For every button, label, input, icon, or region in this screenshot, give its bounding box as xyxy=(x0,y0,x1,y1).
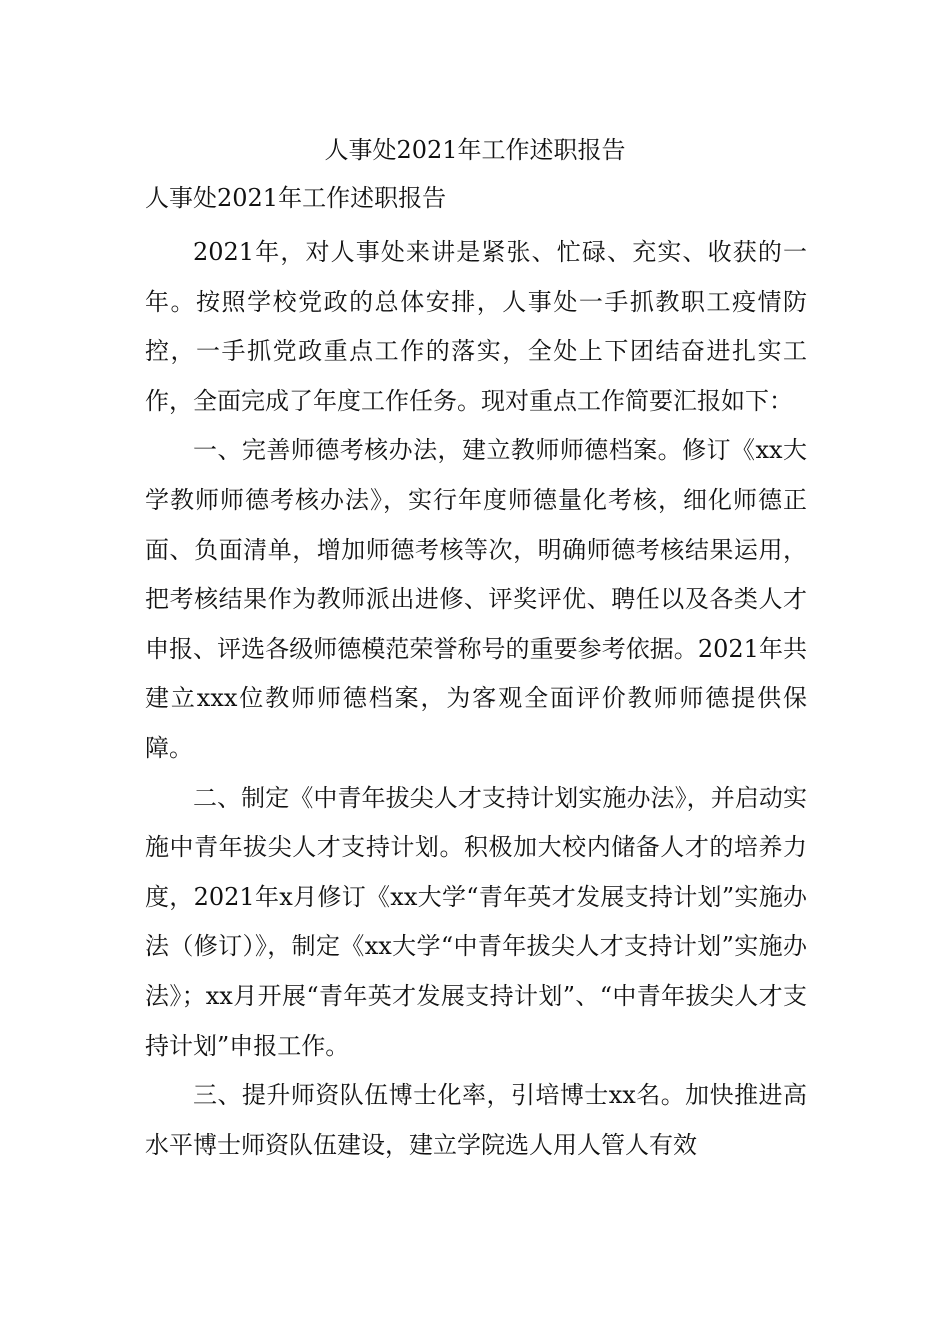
paragraph-section-1: 一、完善师德考核办法，建立教师师德档案。修订《xx大学教师师德考核办法》，实行年度师德量化考核，细化师德正面、负面清单，增加师德考核等次，明确师德考核结果运用，把考核结果作为教师派出进修、评奖评优、聘任以及各类人才申报、评选各级师德模范荣誉称号的重要参考依据。2021年共建立xxx位教师师德档案，为客观全面评价教师师德提供保障。 xyxy=(145,436,807,762)
paragraph-intro: 2021年，对人事处来讲是紧张、忙碌、充实、收获的一年。按照学校党政的总体安排，人事处一手抓教职工疫情防控，一手抓党政重点工作的落实，全处上下团结奋进扎实工作，全面完成了年度工作任务。现对重点工作简要汇报如下： xyxy=(145,238,807,415)
document-title: 人事处2021年工作述职报告 xyxy=(324,136,626,164)
document-body xyxy=(145,178,807,1170)
document-subtitle: 人事处2021年工作述职报告 xyxy=(145,184,447,212)
paragraph-section-2: 二、制定《中青年拔尖人才支持计划实施办法》，并启动实施中青年拔尖人才支持计划。积极加大校内储备人才的培养力度，2021年x月修订《xx大学“青年英才发展支持计划”实施办法（修订）》，制定《xx大学“中青年拔尖人才支持计划”实施办法》；xx月开展“青年英才发展支持计划”、“中青年拔尖人才支持计划”申报工作。 xyxy=(145,783,807,1060)
paragraph-section-3: 三、提升师资队伍博士化率，引培博士xx名。加快推进高水平博士师资队伍建设，建立学院选人用人管人有效 xyxy=(145,1081,807,1159)
